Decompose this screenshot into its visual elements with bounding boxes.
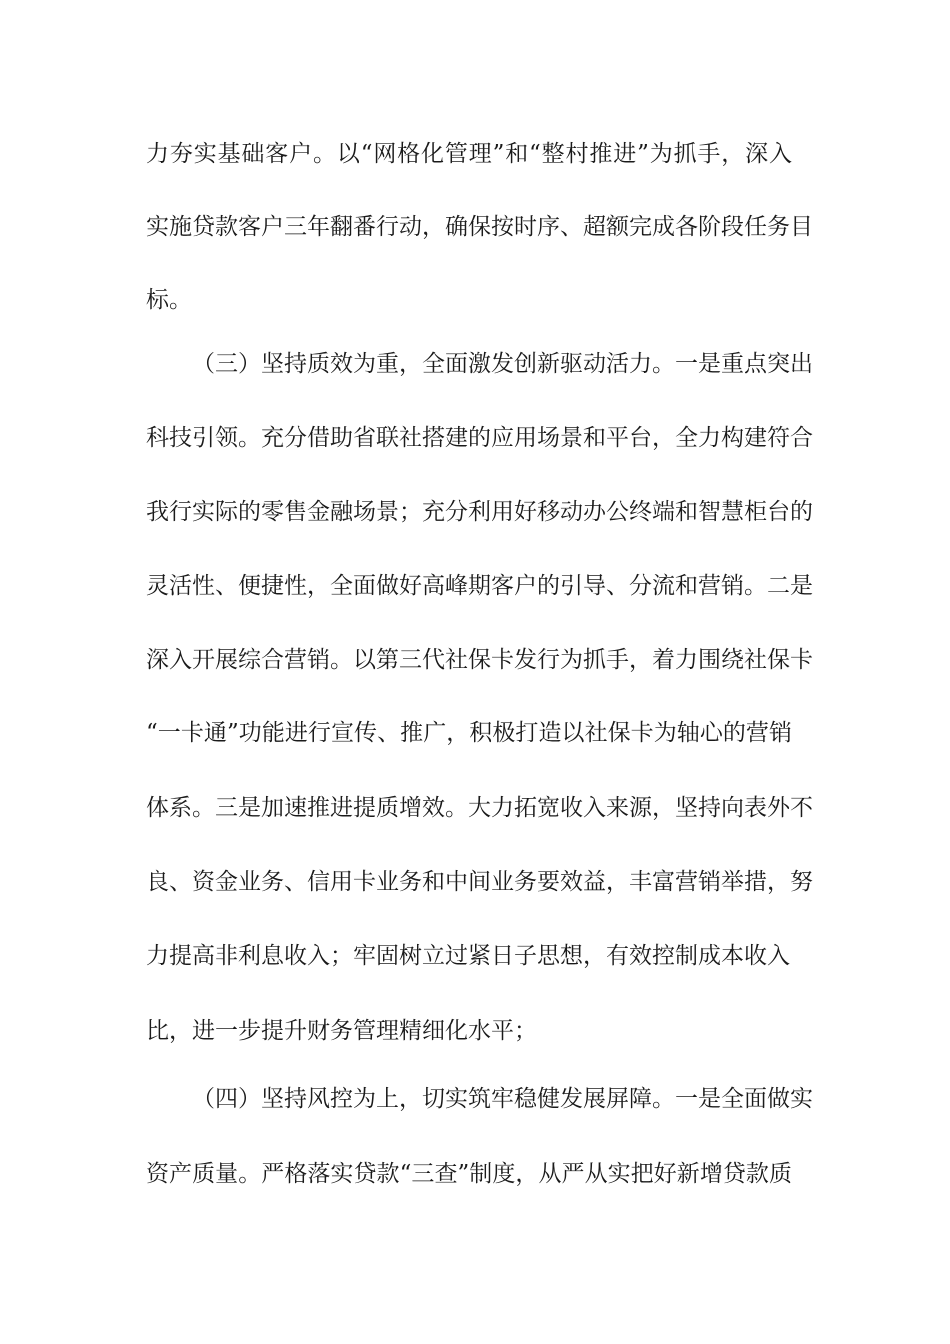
text-line: 我行实际的零售金融场景；充分利用好移动办公终端和智慧柜台的 (146, 499, 813, 525)
text-line: 灵活性、便捷性，全面做好高峰期客户的引导、分流和营销。二是 (146, 573, 813, 599)
text-line: 良、资金业务、信用卡业务和中间业务要效益，丰富营销举措，努 (146, 869, 813, 895)
text-line: （四）坚持风控为上，切实筑牢稳健发展屏障。一是全面做实 (192, 1086, 813, 1112)
text-line: 科技引领。充分借助省联社搭建的应用场景和平台，全力构建符合 (146, 425, 813, 451)
text-line: 比，进一步提升财务管理精细化水平； (146, 1018, 537, 1044)
text-line: 力提高非利息收入；牢固树立过紧日子思想，有效控制成本收入 (146, 943, 790, 969)
text-line: （三）坚持质效为重，全面激发创新驱动活力。一是重点突出 (192, 351, 813, 377)
text-line: 标。 (146, 287, 192, 313)
text-line: 资产质量。严格落实贷款“三查”制度，从严从实把好新增贷款质 (146, 1161, 792, 1187)
text-line: 深入开展综合营销。以第三代社保卡发行为抓手，着力围绕社保卡 (146, 647, 813, 673)
text-line: 体系。三是加速推进提质增效。大力拓宽收入来源，坚持向表外不 (146, 795, 813, 821)
text-line: 力夯实基础客户。以“网格化管理”和“整村推进”为抓手，深入 (146, 141, 792, 167)
text-line: 实施贷款客户三年翻番行动，确保按时序、超额完成各阶段任务目 (146, 214, 813, 240)
text-line: “一卡通”功能进行宣传、推广，积极打造以社保卡为轴心的营销 (146, 720, 792, 746)
